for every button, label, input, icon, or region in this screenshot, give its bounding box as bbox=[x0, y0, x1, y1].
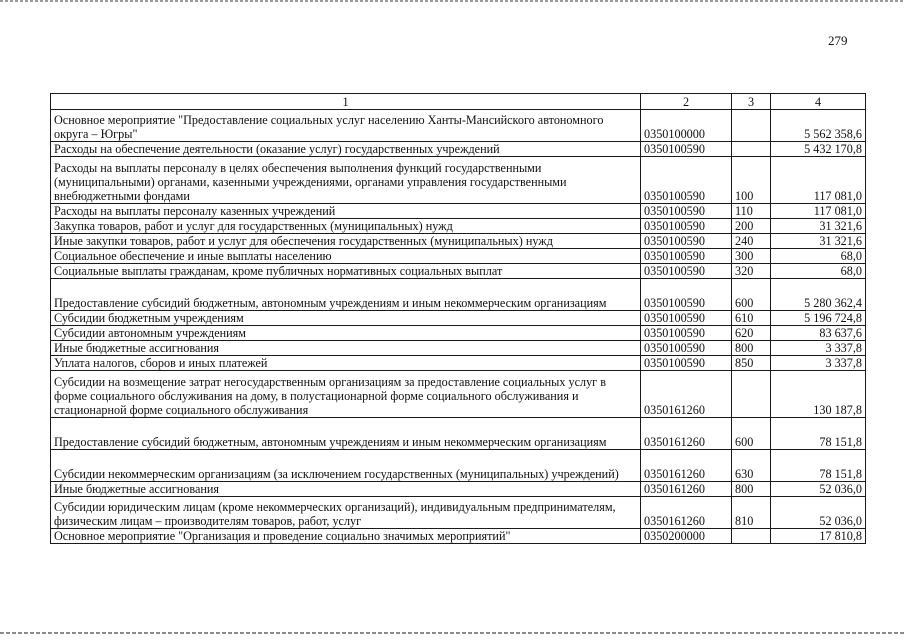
row-name-cell: Субсидии юридическим лицам (кроме некоммерческих организаций), индивидуальным предпринимателям, физическим лицам – производителям товаров, работ, услуг bbox=[51, 497, 641, 529]
row-code-cell: 0350100590 bbox=[641, 157, 732, 204]
row-type-cell bbox=[732, 110, 771, 142]
row-amount-cell: 3 337,8 bbox=[771, 356, 866, 371]
header-col-code: 2 bbox=[641, 94, 732, 110]
row-name-cell: Иные бюджетные ассигнования bbox=[51, 341, 641, 356]
row-code-cell: 0350100590 bbox=[641, 234, 732, 249]
row-type-cell: 100 bbox=[732, 157, 771, 204]
table-row bbox=[51, 326, 866, 341]
row-name-cell: Субсидии на возмещение затрат негосударственным организациям за предоставление социальных услуг в форме социального обслуживания на дому, в полустационарной форме социального обслуживания и стационарной форме социального обслуживания bbox=[51, 371, 641, 418]
table-row bbox=[51, 204, 866, 219]
table-row bbox=[51, 142, 866, 157]
table-row bbox=[51, 450, 866, 482]
row-code-cell: 0350100590 bbox=[641, 142, 732, 157]
table-row bbox=[51, 219, 866, 234]
row-name-cell: Уплата налогов, сборов и иных платежей bbox=[51, 356, 641, 371]
row-amount-cell: 5 196 724,8 bbox=[771, 311, 866, 326]
row-code-cell: 0350161260 bbox=[641, 497, 732, 529]
row-amount-cell: 117 081,0 bbox=[771, 204, 866, 219]
table-row bbox=[51, 482, 866, 497]
row-code-cell: 0350100590 bbox=[641, 279, 732, 311]
row-name-cell: Расходы на выплаты персоналу в целях обеспечения выполнения функций государственными (муниципальными) органами, казенными учреждениями, органами управления государственными внебюджетными фондами bbox=[51, 157, 641, 204]
row-name-cell: Предоставление субсидий бюджетным, автономным учреждениям и иным некоммерческим организациям bbox=[51, 279, 641, 311]
row-type-cell: 810 bbox=[732, 497, 771, 529]
row-code-cell: 0350161260 bbox=[641, 371, 732, 418]
header-col-type: 3 bbox=[732, 94, 771, 110]
row-code-cell: 0350200000 bbox=[641, 529, 732, 544]
row-type-cell: 240 bbox=[732, 234, 771, 249]
table-row bbox=[51, 234, 866, 249]
row-code-cell: 0350100590 bbox=[641, 311, 732, 326]
row-amount-cell: 52 036,0 bbox=[771, 482, 866, 497]
table-row bbox=[51, 249, 866, 264]
row-amount-cell: 68,0 bbox=[771, 249, 866, 264]
row-amount-cell: 5 562 358,6 bbox=[771, 110, 866, 142]
row-name-cell: Субсидии бюджетным учреждениям bbox=[51, 311, 641, 326]
table-row bbox=[51, 356, 866, 371]
row-code-cell: 0350161260 bbox=[641, 482, 732, 497]
row-code-cell: 0350100590 bbox=[641, 356, 732, 371]
table-row bbox=[51, 497, 866, 529]
row-type-cell: 800 bbox=[732, 341, 771, 356]
row-amount-cell: 52 036,0 bbox=[771, 497, 866, 529]
row-amount-cell: 31 321,6 bbox=[771, 234, 866, 249]
row-code-cell: 0350100590 bbox=[641, 341, 732, 356]
row-type-cell: 800 bbox=[732, 482, 771, 497]
row-name-cell: Предоставление субсидий бюджетным, автономным учреждениям и иным некоммерческим организациям bbox=[51, 418, 641, 450]
table-row bbox=[51, 264, 866, 279]
row-type-cell: 620 bbox=[732, 326, 771, 341]
row-name-cell: Основное мероприятие "Организация и проведение социально значимых мероприятий" bbox=[51, 529, 641, 544]
row-type-cell bbox=[732, 142, 771, 157]
row-amount-cell: 130 187,8 bbox=[771, 371, 866, 418]
row-amount-cell: 3 337,8 bbox=[771, 341, 866, 356]
row-name-cell: Расходы на выплаты персоналу казенных учреждений bbox=[51, 204, 641, 219]
row-name-cell: Иные бюджетные ассигнования bbox=[51, 482, 641, 497]
page-number: 279 bbox=[828, 33, 848, 48]
table-row bbox=[51, 529, 866, 544]
budget-table-body bbox=[51, 110, 866, 544]
row-name-cell: Иные закупки товаров, работ и услуг для обеспечения государственных (муниципальных) нужд bbox=[51, 234, 641, 249]
row-name-cell: Субсидии некоммерческим организациям (за исключением государственных (муниципальных) учреждений) bbox=[51, 450, 641, 482]
row-type-cell: 610 bbox=[732, 311, 771, 326]
header-col-name: 1 bbox=[51, 94, 641, 110]
budget-table bbox=[50, 93, 866, 544]
row-type-cell: 300 bbox=[732, 249, 771, 264]
row-amount-cell: 68,0 bbox=[771, 264, 866, 279]
row-code-cell: 0350100590 bbox=[641, 326, 732, 341]
row-name-cell: Закупка товаров, работ и услуг для государственных (муниципальных) нужд bbox=[51, 219, 641, 234]
header-row bbox=[51, 94, 866, 110]
row-code-cell: 0350100590 bbox=[641, 249, 732, 264]
row-amount-cell: 78 151,8 bbox=[771, 450, 866, 482]
scan-bottom-edge bbox=[0, 632, 905, 634]
row-amount-cell: 117 081,0 bbox=[771, 157, 866, 204]
budget-table-header bbox=[51, 94, 866, 110]
row-name-cell: Социальные выплаты гражданам, кроме публичных нормативных социальных выплат bbox=[51, 264, 641, 279]
table-row bbox=[51, 341, 866, 356]
row-type-cell: 110 bbox=[732, 204, 771, 219]
row-type-cell: 200 bbox=[732, 219, 771, 234]
row-type-cell: 320 bbox=[732, 264, 771, 279]
row-type-cell: 600 bbox=[732, 418, 771, 450]
row-code-cell: 0350100590 bbox=[641, 204, 732, 219]
row-amount-cell: 17 810,8 bbox=[771, 529, 866, 544]
row-type-cell: 600 bbox=[732, 279, 771, 311]
row-amount-cell: 5 432 170,8 bbox=[771, 142, 866, 157]
row-type-cell bbox=[732, 529, 771, 544]
table-row bbox=[51, 371, 866, 418]
row-code-cell: 0350100590 bbox=[641, 264, 732, 279]
row-name-cell: Расходы на обеспечение деятельности (оказание услуг) государственных учреждений bbox=[51, 142, 641, 157]
row-name-cell: Субсидии автономным учреждениям bbox=[51, 326, 641, 341]
table-row bbox=[51, 110, 866, 142]
row-type-cell: 630 bbox=[732, 450, 771, 482]
table-row bbox=[51, 157, 866, 204]
row-amount-cell: 5 280 362,4 bbox=[771, 279, 866, 311]
row-type-cell bbox=[732, 371, 771, 418]
row-type-cell: 850 bbox=[732, 356, 771, 371]
row-code-cell: 0350161260 bbox=[641, 418, 732, 450]
row-amount-cell: 31 321,6 bbox=[771, 219, 866, 234]
scan-top-edge bbox=[0, 0, 905, 2]
table-row bbox=[51, 311, 866, 326]
row-amount-cell: 83 637,6 bbox=[771, 326, 866, 341]
row-code-cell: 0350100590 bbox=[641, 219, 732, 234]
table-row bbox=[51, 418, 866, 450]
table-row bbox=[51, 279, 866, 311]
row-code-cell: 0350161260 bbox=[641, 450, 732, 482]
row-code-cell: 0350100000 bbox=[641, 110, 732, 142]
row-name-cell: Основное мероприятие "Предоставление социальных услуг населению Ханты-Мансийского автономного округа – Югры" bbox=[51, 110, 641, 142]
row-amount-cell: 78 151,8 bbox=[771, 418, 866, 450]
row-name-cell: Социальное обеспечение и иные выплаты населению bbox=[51, 249, 641, 264]
header-col-amount: 4 bbox=[771, 94, 866, 110]
